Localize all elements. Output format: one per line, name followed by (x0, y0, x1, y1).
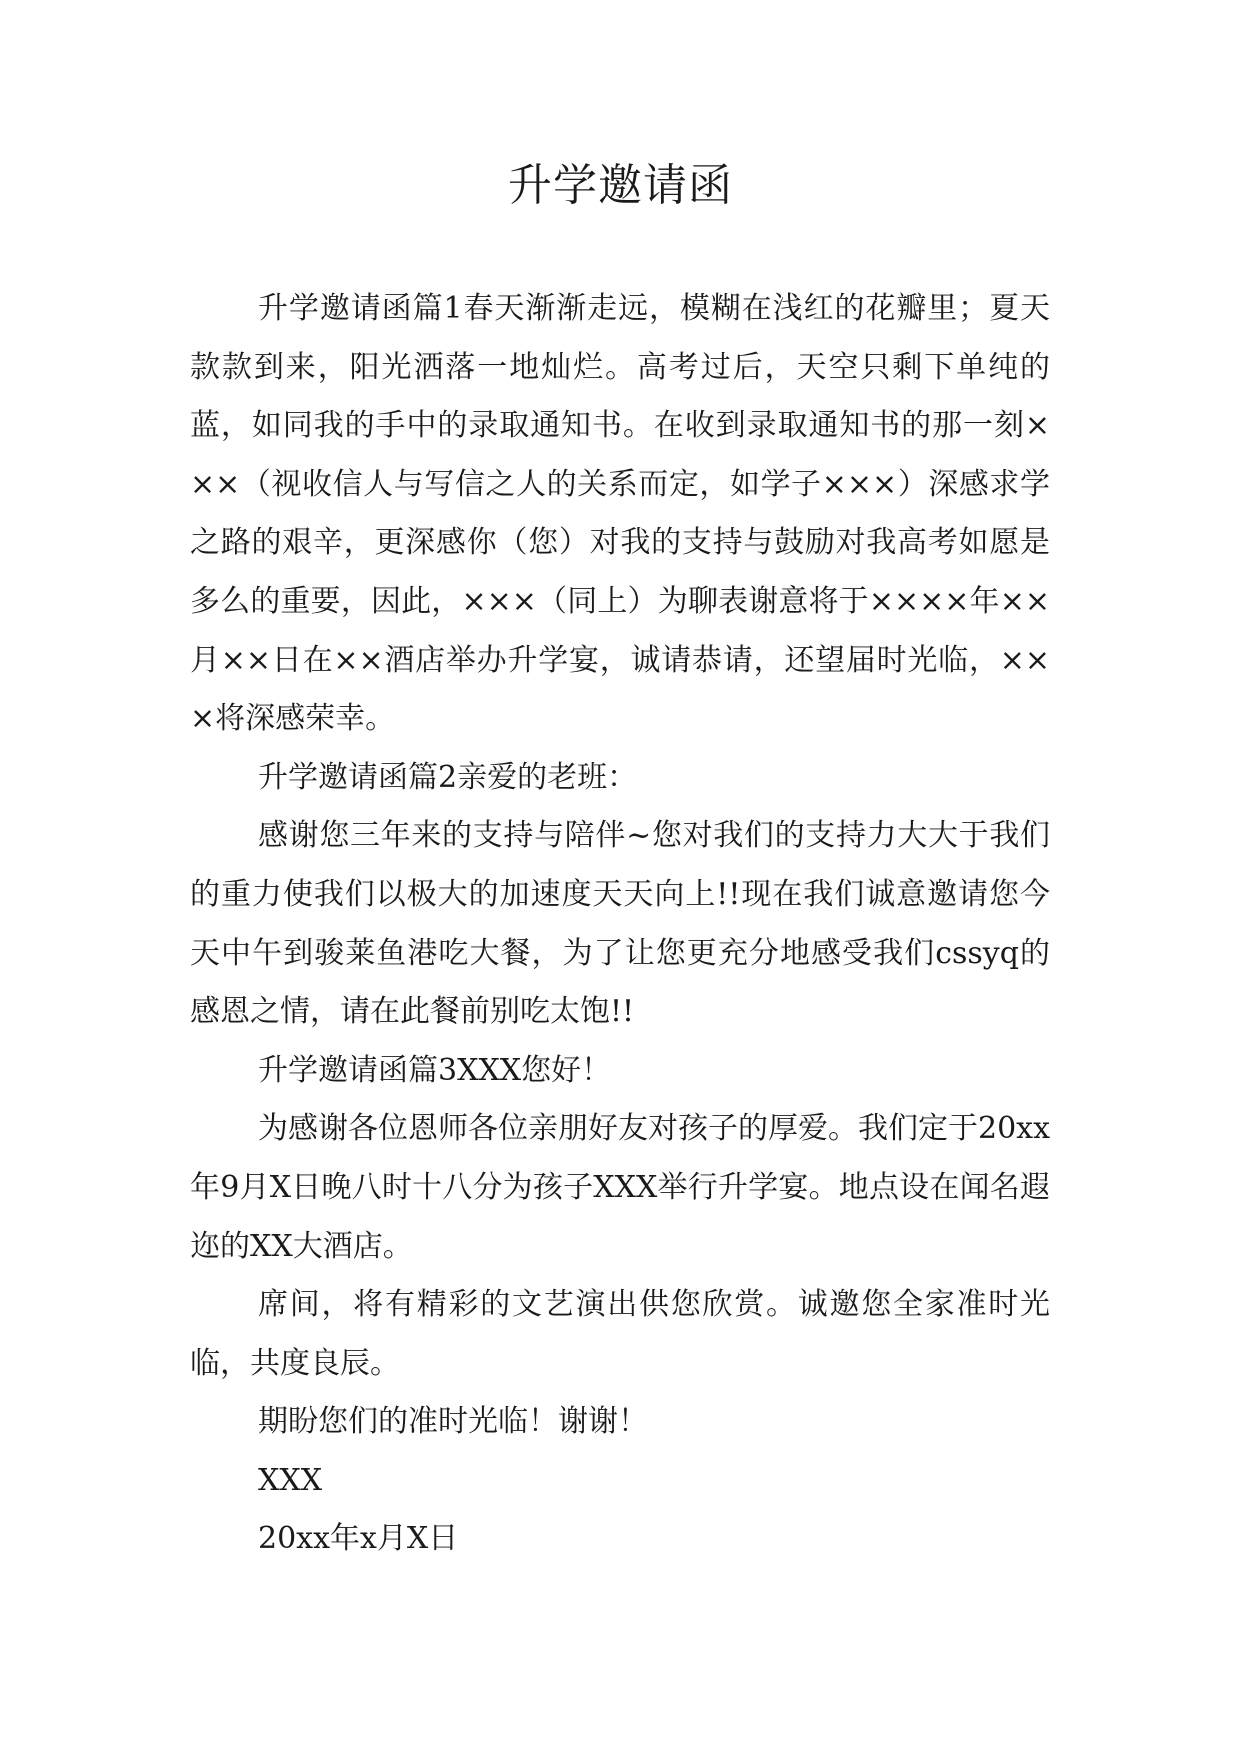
paragraph-invitation-3-body: 为感谢各位恩师各位亲朋好友对孩子的厚爱。我们定于20xx年9月X日晚八时十八分为孩子XXX举行升学宴。地点设在闻名遐迩的XX大酒店。 (190, 1111, 1051, 1264)
paragraph-invitation-2-heading: 升学邀请函篇2亲爱的老班： (258, 759, 638, 795)
document-body (190, 280, 1050, 1569)
paragraph-closing: 期盼您们的准时光临！谢谢！ (258, 1404, 648, 1440)
document-title: 升学邀请函 (508, 160, 733, 211)
paragraph-event-details: 席间，将有精彩的文艺演出供您欣赏。诚邀您全家准时光临，共度良辰。 (190, 1287, 1050, 1381)
signature-date: 20xx年x月X日 (258, 1521, 459, 1557)
paragraph-invitation-3-heading: 升学邀请函篇3XXX您好！ (258, 1052, 612, 1088)
signature-name: XXX (258, 1462, 323, 1498)
paragraph-invitation-1: 升学邀请函篇1春天渐渐走远，模糊在浅红的花瓣里；夏天款款到来，阳光洒落一地灿烂。高考过后，天空只剩下单纯的蓝，如同我的手中的录取通知书。在收到录取通知书的那一刻×××（视收信人与写信之人的关系而定，如学子×××）深感求学之路的艰辛，更深感你（您）对我的支持与鼓励对我高考如愿是多么的重要，因此，×××（同上）为聊表谢意将于××××年××月××日在××酒店举办升学宴，诚请恭请，还望届时光临，×××将深感荣幸。 (190, 291, 1050, 737)
paragraph-invitation-2-body: 感谢您三年来的支持与陪伴~您对我们的支持力大大于我们的重力使我们以极大的加速度天天向上!!现在我们诚意邀请您今天中午到骏莱鱼港吃大餐，为了让您更充分地感受我们cssyq的感恩之情，请在此餐前别吃太饱!! (190, 818, 1050, 1030)
